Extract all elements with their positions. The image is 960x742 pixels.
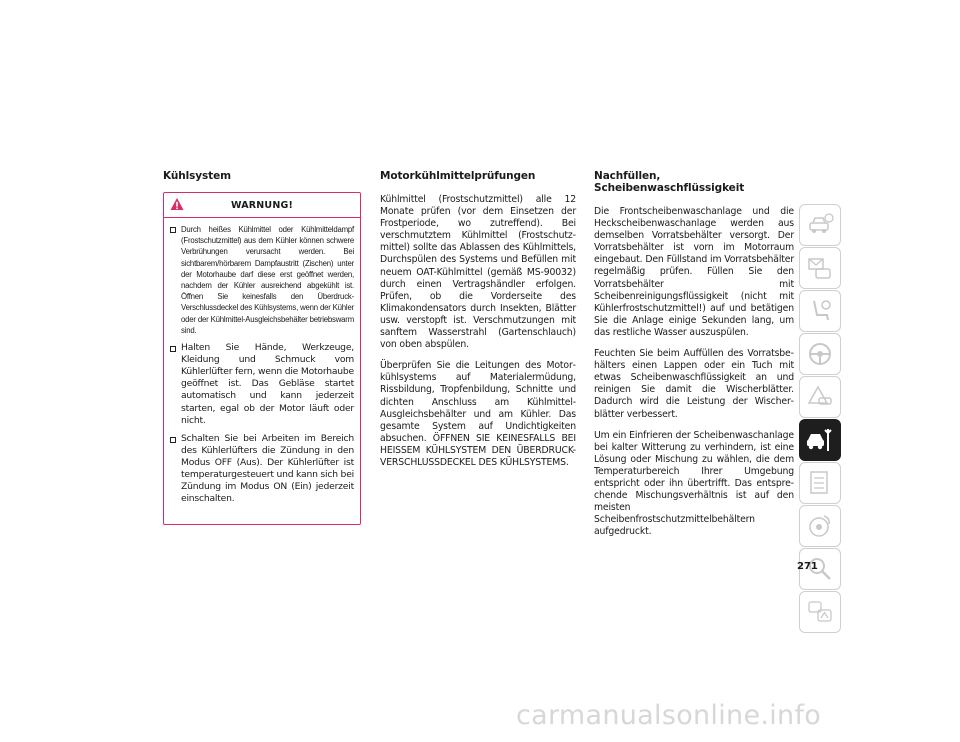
warning-item-text: Durch heißes Kühlmittel oder Kühlmitteldampf (Frostschutzmittel) aus dem Kühler können schwere Verbrühungen verursacht werden. Bei sichtbarem/hörbarem Dampfaustritt (Zischen) unter der Motorhaube darf diese erst geöffnet werden, nachdem der Kühler ausreichend abgekühlt ist. Öffnen Sie keinesfalls den Überdruck-Verschlussdeckel des Kühlsystems, wenn der Kühler oder der Kühlmittel-Ausgleichsbehälter betriebswarm sind. bbox=[181, 225, 354, 335]
column-cooling-system bbox=[163, 170, 363, 525]
warning-item-text: Schalten Sie bei Arbeiten im Bereich des Kühlerlüfters die Zündung in den Modus OFF (Aus). Der Kühlerlüfter ist temperaturgesteuert und kann sich bei Zündung im Modus ON (Ein) jederzeit einschalten. bbox=[181, 432, 354, 505]
sidebar-tab-messages[interactable] bbox=[799, 247, 841, 289]
paragraph: Überprüfen Sie die Leitungen des Motorkühlsystems auf Materialermüdung, Rissbildung, Tropfenbildung, Schnitte und dichten Anschluss am Kühlmittel-Ausgleichsbehälter und am Kühler. Das gesamte System auf Undichtigkeiten absuchen. ÖFFNEN SIE KEINESFALLS BEI HEISSEM KÜHLSYSTEM DEN ÜBERDRUCK-VERSCHLUSSDECKEL DES KÜHLSYSTEMS. bbox=[380, 360, 576, 468]
sidebar-tab-vehicle-info[interactable] bbox=[799, 204, 841, 246]
warning-car-icon bbox=[806, 383, 834, 411]
sidebar-tab-service[interactable] bbox=[799, 419, 841, 461]
warning-triangle-icon bbox=[170, 197, 184, 211]
watermark: carmanualsonline.info bbox=[516, 700, 822, 731]
section-heading-coolant-checks: Motorkühlmittelprüfungen bbox=[380, 170, 536, 182]
checkbox-bullet-icon bbox=[170, 346, 176, 352]
warning-item-text: Halten Sie Hände, Werkzeuge, Kleidung und Schmuck vom Kühlerlüfter fern, wenn die Motorhaube geöffnet ist. Das Gebläse startet automatisch und kann jederzeit starten, egal ob der Motor läuft oder nicht. bbox=[181, 342, 354, 426]
sidebar-tab-driving[interactable] bbox=[799, 333, 841, 375]
checklist-icon bbox=[806, 469, 834, 497]
language-icon bbox=[806, 598, 834, 626]
warning-item bbox=[170, 224, 354, 336]
sidebar-tab-languages[interactable] bbox=[799, 591, 841, 633]
steering-wheel-icon bbox=[806, 340, 834, 368]
column-washer-fluid bbox=[594, 170, 794, 547]
sidebar-tab-technical-data[interactable] bbox=[799, 462, 841, 504]
warning-item bbox=[170, 433, 354, 506]
warning-header bbox=[164, 193, 360, 218]
sidebar-tab-seats[interactable] bbox=[799, 290, 841, 332]
car-info-icon bbox=[806, 211, 834, 239]
mail-icon bbox=[806, 254, 834, 282]
sidebar-tab-emergency[interactable] bbox=[799, 376, 841, 418]
checkbox-bullet-icon bbox=[170, 437, 176, 443]
paragraph: Um ein Einfrieren der Scheibenwaschanlage bei kalter Witterung zu verhindern, ist eine Lösung oder Mischung zu wählen, die dem Temperaturbereich Ihrer Umgebung entspricht oder ihn übertrifft. Das entsprechende Mischungsverhältnis ist auf den meisten Scheibenfrostschutzmittelbehältern aufgedruckt. bbox=[594, 429, 794, 538]
section-heading-washer-fluid: Nachfüllen, Scheibenwaschflüssigkeit bbox=[594, 170, 745, 194]
warning-item bbox=[170, 342, 354, 427]
checkbox-bullet-icon bbox=[170, 227, 176, 233]
warning-box bbox=[163, 192, 361, 525]
seat-icon bbox=[806, 297, 834, 325]
warning-title: WARNUNG! bbox=[230, 199, 294, 211]
section-heading-cooling-system: Kühlsystem bbox=[163, 170, 231, 182]
paragraph: Kühlmittel (Frostschutzmittel) alle 12 Monate prüfen (vor dem Einsetzen der Frostperiode, wo zutreffend). Bei verschmutztem Kühlmittel (Frostschutzmittel) sollte das Ablassen des Kühlmittels, Durchspülen des Systems und Befüllen mit neuem OAT-Kühlmittel (gemäß MS-90032) durch einen Vertragshändler erfolgen. Prüfen, ob die Vorderseite des Klimakondensators durch Insekten, Blätter usw. verstopft ist. Verschmutzungen mit sanftem Wasserstrahl (Gartenschlauch) von oben abspülen. bbox=[380, 194, 576, 351]
multimedia-icon bbox=[806, 512, 834, 540]
car-service-icon bbox=[806, 426, 834, 454]
warning-body bbox=[164, 218, 360, 505]
column-coolant-checks bbox=[380, 170, 576, 478]
sidebar-tab-multimedia[interactable] bbox=[799, 505, 841, 547]
paragraph: Feuchten Sie beim Auffüllen des Vorratsbehälters einen Lappen oder ein Tuch mit etwas Scheibenwaschflüssigkeit an und reinigen Sie damit die Wischerblätter. Dadurch wird die Leistung der Wischerblätter verbessert. bbox=[594, 348, 794, 420]
paragraph: Die Frontscheibenwaschanlage und die Heckscheibenwaschanlage werden aus demselben Vorratsbehälter versorgt. Der Vorratsbehälter ist vorn im Motorraum eingebaut. Den Füllstand im Vorratsbehälter regelmäßig prüfen. Füllen Sie den Vorratsbehälter mit Scheibenreinigungsflüssigkeit (nicht mit Kühlerfrostschutzmittel!) auf und betätigen Sie die Anlage einige Sekunden lang, um das restliche Wasser auszuspülen. bbox=[594, 206, 794, 338]
page-number: 271 bbox=[797, 561, 818, 572]
